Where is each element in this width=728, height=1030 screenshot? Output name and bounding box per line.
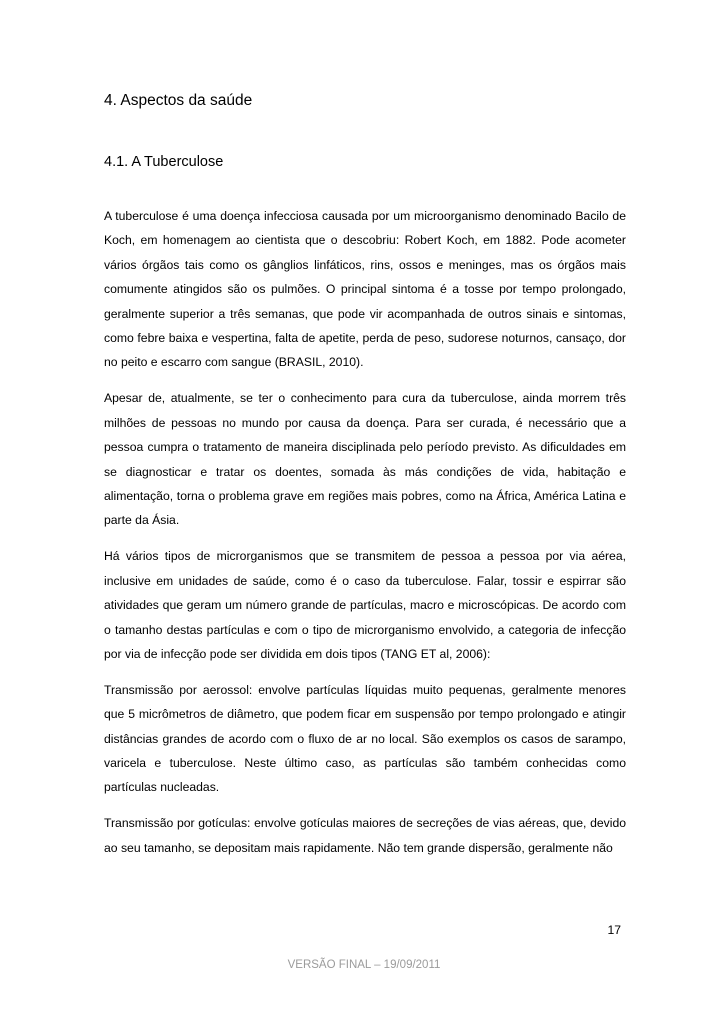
paragraph-transmissao-goticulas: Transmissão por gotículas: envolve gotículas maiores de secreções de vias aéreas, que, devido ao seu tamanho, se depositam mais rapidamente. Não tem grande dispersão, geralmente não (104, 816, 626, 855)
paragraph-mortalidade: Apesar de, atualmente, se ter o conhecimento para cura da tuberculose, ainda morrem três milhões de pessoas no mundo por causa da doença. Para ser curada, é necessário que a pessoa cumpra o tratamento de maneira disciplinada pelo período previsto. As dificuldades em se diagnosticar e tratar os doentes, somada às más condições de vida, habitação e alimentação, torna o problema grave em regiões mais pobres, como na África, América Latina e parte da Ásia. (104, 391, 626, 528)
version-footer: VERSÃO FINAL – 19/09/2011 (287, 959, 441, 971)
page-content (104, 90, 626, 860)
paragraph-transmissao-aerea: Há vários tipos de microrganismos que se transmitem de pessoa a pessoa por via aérea, inclusive em unidades de saúde, como é o caso da tuberculose. Falar, tossir e espirrar são atividades que geram um número grande de partículas, macro e microscópicas. De acordo com o tamanho destas partículas e com o tipo de microrganismo envolvido, a categoria de infecção por via de infecção pode ser dividida em dois tipos (TANG ET al, 2006): (104, 549, 626, 661)
page-number: 17 (607, 923, 621, 937)
section-heading: 4. Aspectos da saúde (104, 92, 253, 109)
subsection-heading: 4.1. A Tuberculose (104, 154, 224, 170)
paragraph-transmissao-aerossol: Transmissão por aerossol: envolve partículas líquidas muito pequenas, geralmente menores que 5 micrômetros de diâmetro, que podem ficar em suspensão por tempo prolongado e atingir distâncias grandes de acordo com o fluxo de ar no local. São exemplos os casos de sarampo, varicela e tuberculose. Neste último caso, as partículas são também conhecidas como partículas nucleadas. (104, 682, 626, 795)
paragraph-tuberculose-definicao: A tuberculose é uma doença infecciosa causada por um microorganismo denominado Bacilo de Koch, em homenagem ao cientista que o descobriu: Robert Koch, em 1882. Pode acometer vários órgãos tais como os gânglios linfáticos, rins, ossos e meninges, mas os órgãos mais comumente atingidos são os pulmões. O principal sintoma é a tosse por tempo prolongado, geralmente superior a três semanas, que pode vir acompanhada de outros sinais e sintomas, como febre baixa e vespertina, falta de apetite, perda de peso, sudorese noturnos, cansaço, dor no peito e escarro com sangue (BRASIL, 2010). (104, 209, 626, 370)
